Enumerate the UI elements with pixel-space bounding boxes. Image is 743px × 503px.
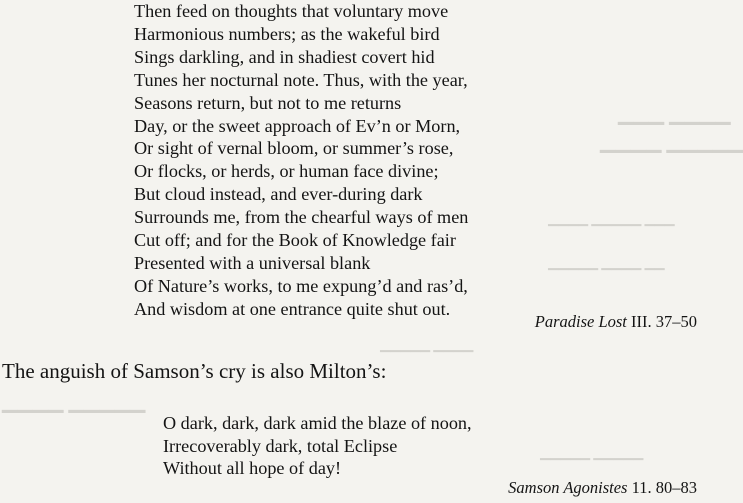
citation-paradise-lost [535, 312, 697, 332]
verse-line: Surrounds me, from the chearful ways of men [134, 207, 469, 228]
bleed-through-text: ▁▁▁▁ ▁▁▁▁▁ [600, 131, 743, 153]
verse-line: O dark, dark, dark amid the blaze of noon, [163, 413, 472, 433]
verse-line: Sings darkling, and in shadiest covert hid [134, 46, 435, 67]
verse-line: Harmonious numbers; as the wakeful bird [134, 23, 440, 44]
citation-reference: III. 37–50 [626, 312, 697, 331]
verse-excerpt-paradise-lost [134, 0, 468, 321]
citation-title: Samson Agonistes [508, 478, 628, 497]
verse-line: Of Nature’s works, to me expung’d and ras’d, [134, 275, 468, 296]
verse-line: And wisdom at one entrance quite shut out. [134, 298, 451, 319]
commentary-text: The anguish of Samson’s cry is also Milton’s: [2, 359, 387, 383]
bleed-through-text: ▁▁▁ ▁▁▁▁ [618, 103, 731, 125]
verse-line: Seasons return, but not to me returns [134, 92, 402, 113]
bleed-through-text: ▁▁▁▁ ▁▁▁▁▁ [2, 391, 146, 413]
bleed-through-text: ▁▁▁▁ ▁▁▁▁▁ ▁▁▁ [548, 211, 675, 226]
bleed-through-text: ▁▁▁▁▁ ▁▁▁▁▁ [540, 445, 644, 460]
verse-line: Irrecoverably dark, total Eclipse [163, 435, 398, 456]
citation-samson-agonistes [508, 478, 697, 498]
verse-line: Or flocks, or herds, or human face divine; [134, 161, 439, 182]
verse-line: Day, or the sweet approach of Ev’n or Morn, [134, 115, 461, 136]
verse-line: Tunes her nocturnal note. Thus, with the year, [134, 69, 468, 90]
verse-line: Or sight of vernal bloom, or summer’s rose, [134, 138, 454, 159]
citation-title: Paradise Lost [534, 312, 627, 331]
verse-line: Without all hope of day! [163, 458, 342, 478]
verse-line: Cut off; and for the Book of Knowledge fair [134, 230, 456, 251]
verse-line: But cloud instead, and ever-during dark [134, 184, 423, 205]
verse-excerpt-samson-agonistes [163, 412, 472, 480]
bleed-through-text: ▁▁▁▁▁ ▁▁▁▁ [380, 337, 474, 352]
verse-line: Then feed on thoughts that voluntary move [134, 1, 449, 21]
verse-line: Presented with a universal blank [134, 252, 371, 273]
citation-reference: 11. 80–83 [627, 478, 697, 497]
bleed-through-text: ▁▁▁▁▁ ▁▁▁▁ ▁▁ [548, 255, 665, 270]
